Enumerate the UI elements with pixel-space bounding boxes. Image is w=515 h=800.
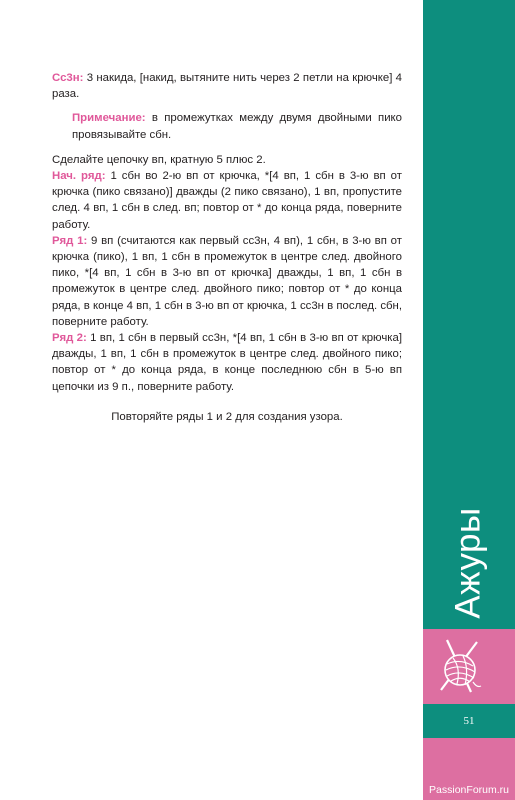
row-label: Ряд 2:	[52, 332, 87, 345]
note-paragraph	[52, 110, 402, 142]
repeat-instruction: Повторяйте ряды 1 и 2 для создания узора.	[111, 410, 343, 423]
abbreviation-text: 3 накида, [накид, вытяните нить через 2 петли на крючке] 4 раза.	[52, 72, 402, 101]
row-text: 9 вп (считаются как первый сс3н, 4 вп), 1 сбн, в 3-ю вп от крючка (пико), 1 вп, 1 сбн в промежуток в центре след. двойного пико, *[4 вп, 1 сбн в 3-ю вп от крючка] дважды, 1 вп, 1 сбн в промежуток в центре след. двойного пико; повтор от * до конца ряда, в конце 4 вп, 1 сбн в 3-ю вп от крючка, 1 сс3н в послед. сбн, поверните работу.	[52, 234, 402, 328]
row-label: Нач. ряд:	[52, 170, 106, 183]
row-paragraph-2	[52, 330, 402, 395]
section-title-container	[423, 500, 515, 626]
abbreviation-label: Сс3н:	[52, 72, 84, 84]
row-paragraph-1	[52, 233, 402, 330]
section-title: Ажуры	[449, 507, 489, 619]
yarn-ball-icon	[437, 638, 483, 694]
row-paragraph-start	[52, 168, 402, 233]
note-label: Примечание:	[72, 112, 146, 125]
note-text: в промежутках между двумя двойными пико провязывайте сбн.	[72, 112, 402, 141]
intro-paragraph: Сделайте цепочку вп, кратную 5 плюс 2.	[52, 153, 266, 166]
pattern-text	[52, 70, 402, 425]
abbreviation-paragraph	[52, 70, 402, 102]
row-text: 1 сбн во 2-ю вп от крючка, *[4 вп, 1 сбн в 3-ю вп от крючка (пико связано)] дважды (2 пико связано), 1 вп, пропустите след. 4 вп, 1 сбн в след. вп; повтор от * до конца ряда, поверните работу.	[52, 170, 402, 231]
row-text: 1 вп, 1 сбн в первый сс3н, *[4 вп, 1 сбн в 3-ю вп от крючка] дважды, 1 вп, 1 сбн в промежуток в центре след. двойного пико; повтор от * до конца ряда, в конце последнюю сбн в 5-ю вп цепочки из 9 п., поверните работу.	[52, 332, 403, 393]
row-label: Ряд 1:	[52, 234, 88, 247]
watermark: PassionForum.ru	[429, 784, 509, 796]
page-number: 51	[463, 715, 475, 727]
